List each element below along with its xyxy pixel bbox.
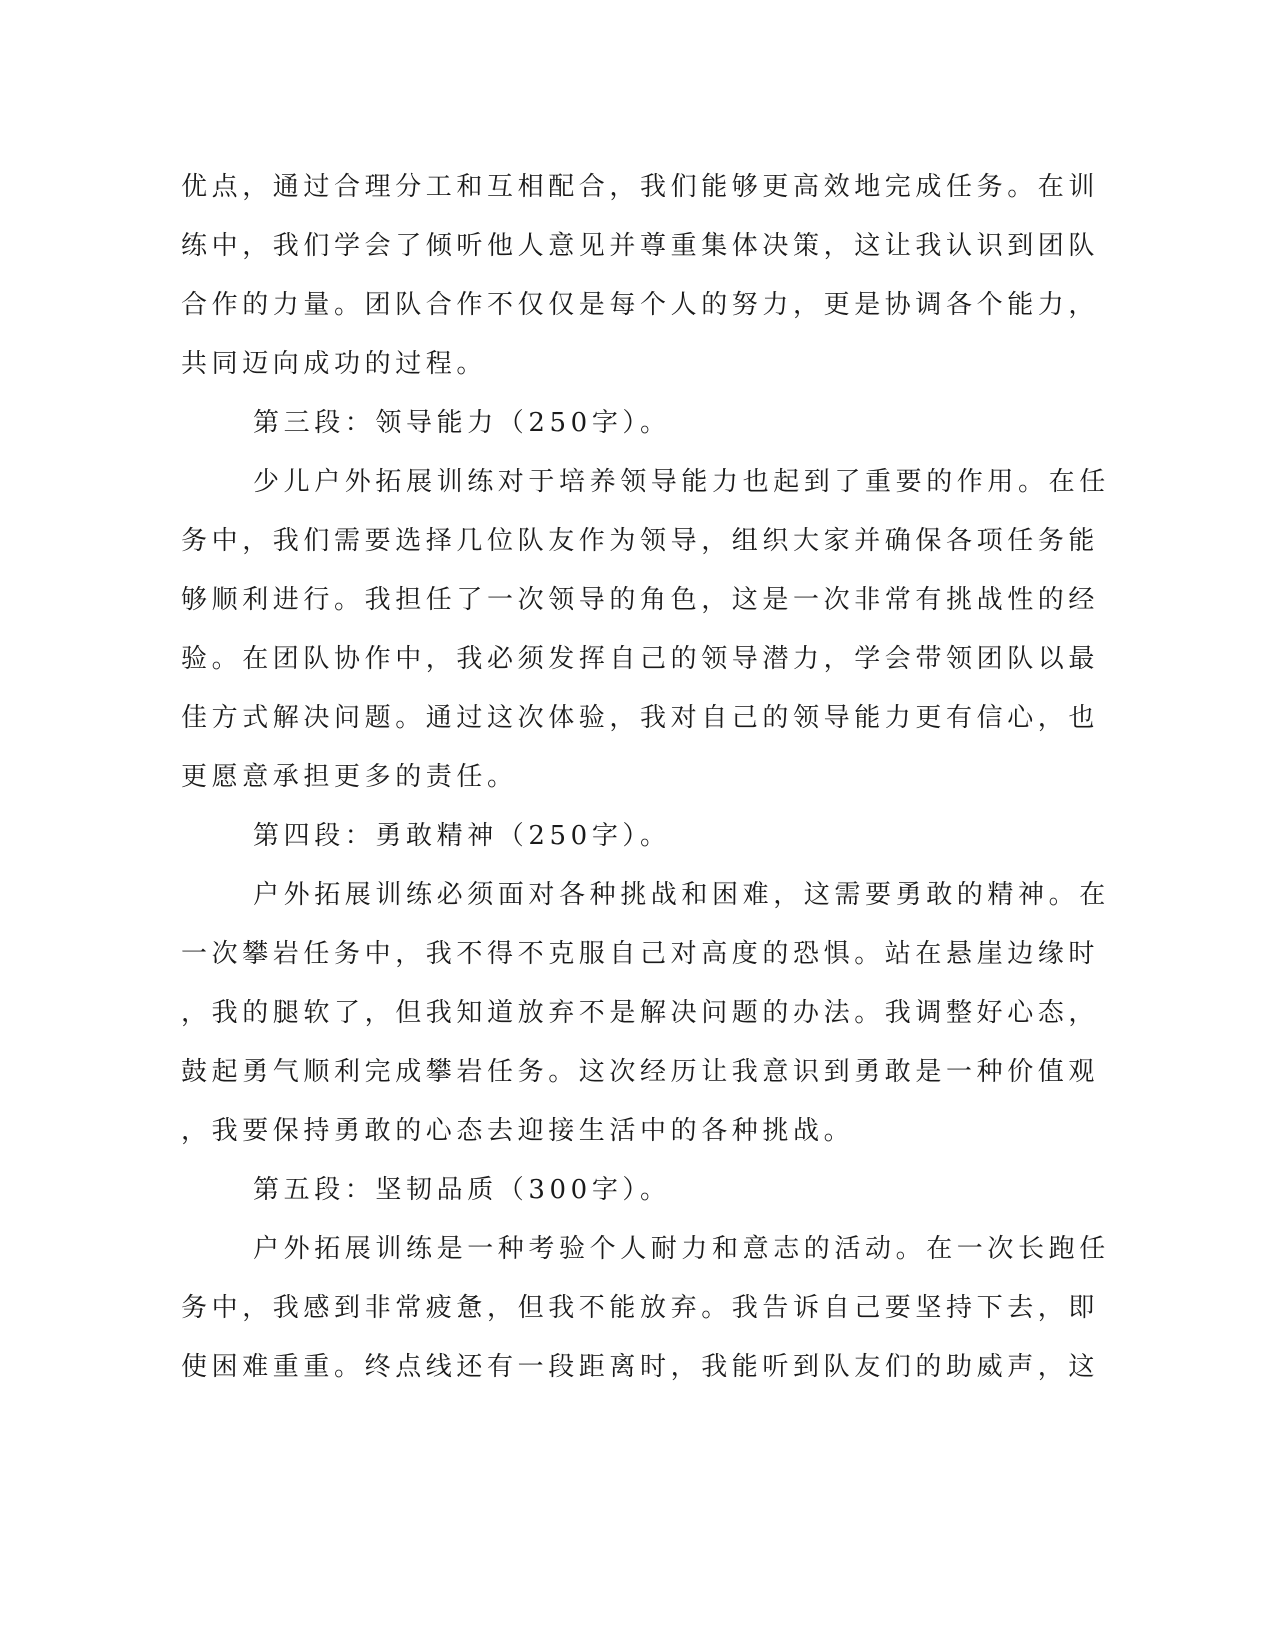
text-line: 佳方式解决问题。通过这次体验，我对自己的领导能力更有信心，也 (181, 703, 1100, 733)
text-line: 练中，我们学会了倾听他人意见并尊重集体决策，这让我认识到团队 (181, 231, 1100, 261)
text-line: 少儿户外拓展训练对于培养领导能力也起到了重要的作用。在任 (253, 467, 1110, 497)
section-heading-3: 第三段：领导能力（250字）。 (253, 408, 671, 438)
section-heading-4: 第四段：勇敢精神（250字）。 (253, 821, 671, 851)
text-line: 务中，我感到非常疲惫，但我不能放弃。我告诉自己要坚持下去，即 (181, 1293, 1100, 1323)
text-line: 更愿意承担更多的责任。 (181, 762, 518, 792)
text-line: 户外拓展训练是一种考验个人耐力和意志的活动。在一次长跑任 (253, 1234, 1110, 1264)
text-line: 优点，通过合理分工和互相配合，我们能够更高效地完成任务。在训 (181, 172, 1100, 202)
text-line: ，我要保持勇敢的心态去迎接生活中的各种挑战。 (181, 1116, 855, 1146)
text-line: 鼓起勇气顺利完成攀岩任务。这次经历让我意识到勇敢是一种价值观 (181, 1057, 1100, 1087)
text-line: 使困难重重。终点线还有一段距离时，我能听到队友们的助威声，这 (181, 1352, 1100, 1382)
text-line: 验。在团队协作中，我必须发挥自己的领导潜力，学会带领团队以最 (181, 644, 1100, 674)
text-line: 够顺利进行。我担任了一次领导的角色，这是一次非常有挑战性的经 (181, 585, 1100, 615)
text-line: 务中，我们需要选择几位队友作为领导，组织大家并确保各项任务能 (181, 526, 1100, 556)
text-line: ，我的腿软了，但我知道放弃不是解决问题的办法。我调整好心态， (181, 998, 1100, 1028)
text-line: 户外拓展训练必须面对各种挑战和困难，这需要勇敢的精神。在 (253, 880, 1110, 910)
text-line: 合作的力量。团队合作不仅仅是每个人的努力，更是协调各个能力， (181, 290, 1100, 320)
section-heading-5: 第五段：坚韧品质（300字）。 (253, 1175, 671, 1205)
document-body (181, 158, 1110, 1397)
text-line: 共同迈向成功的过程。 (181, 349, 488, 379)
text-line: 一次攀岩任务中，我不得不克服自己对高度的恐惧。站在悬崖边缘时 (181, 939, 1100, 969)
